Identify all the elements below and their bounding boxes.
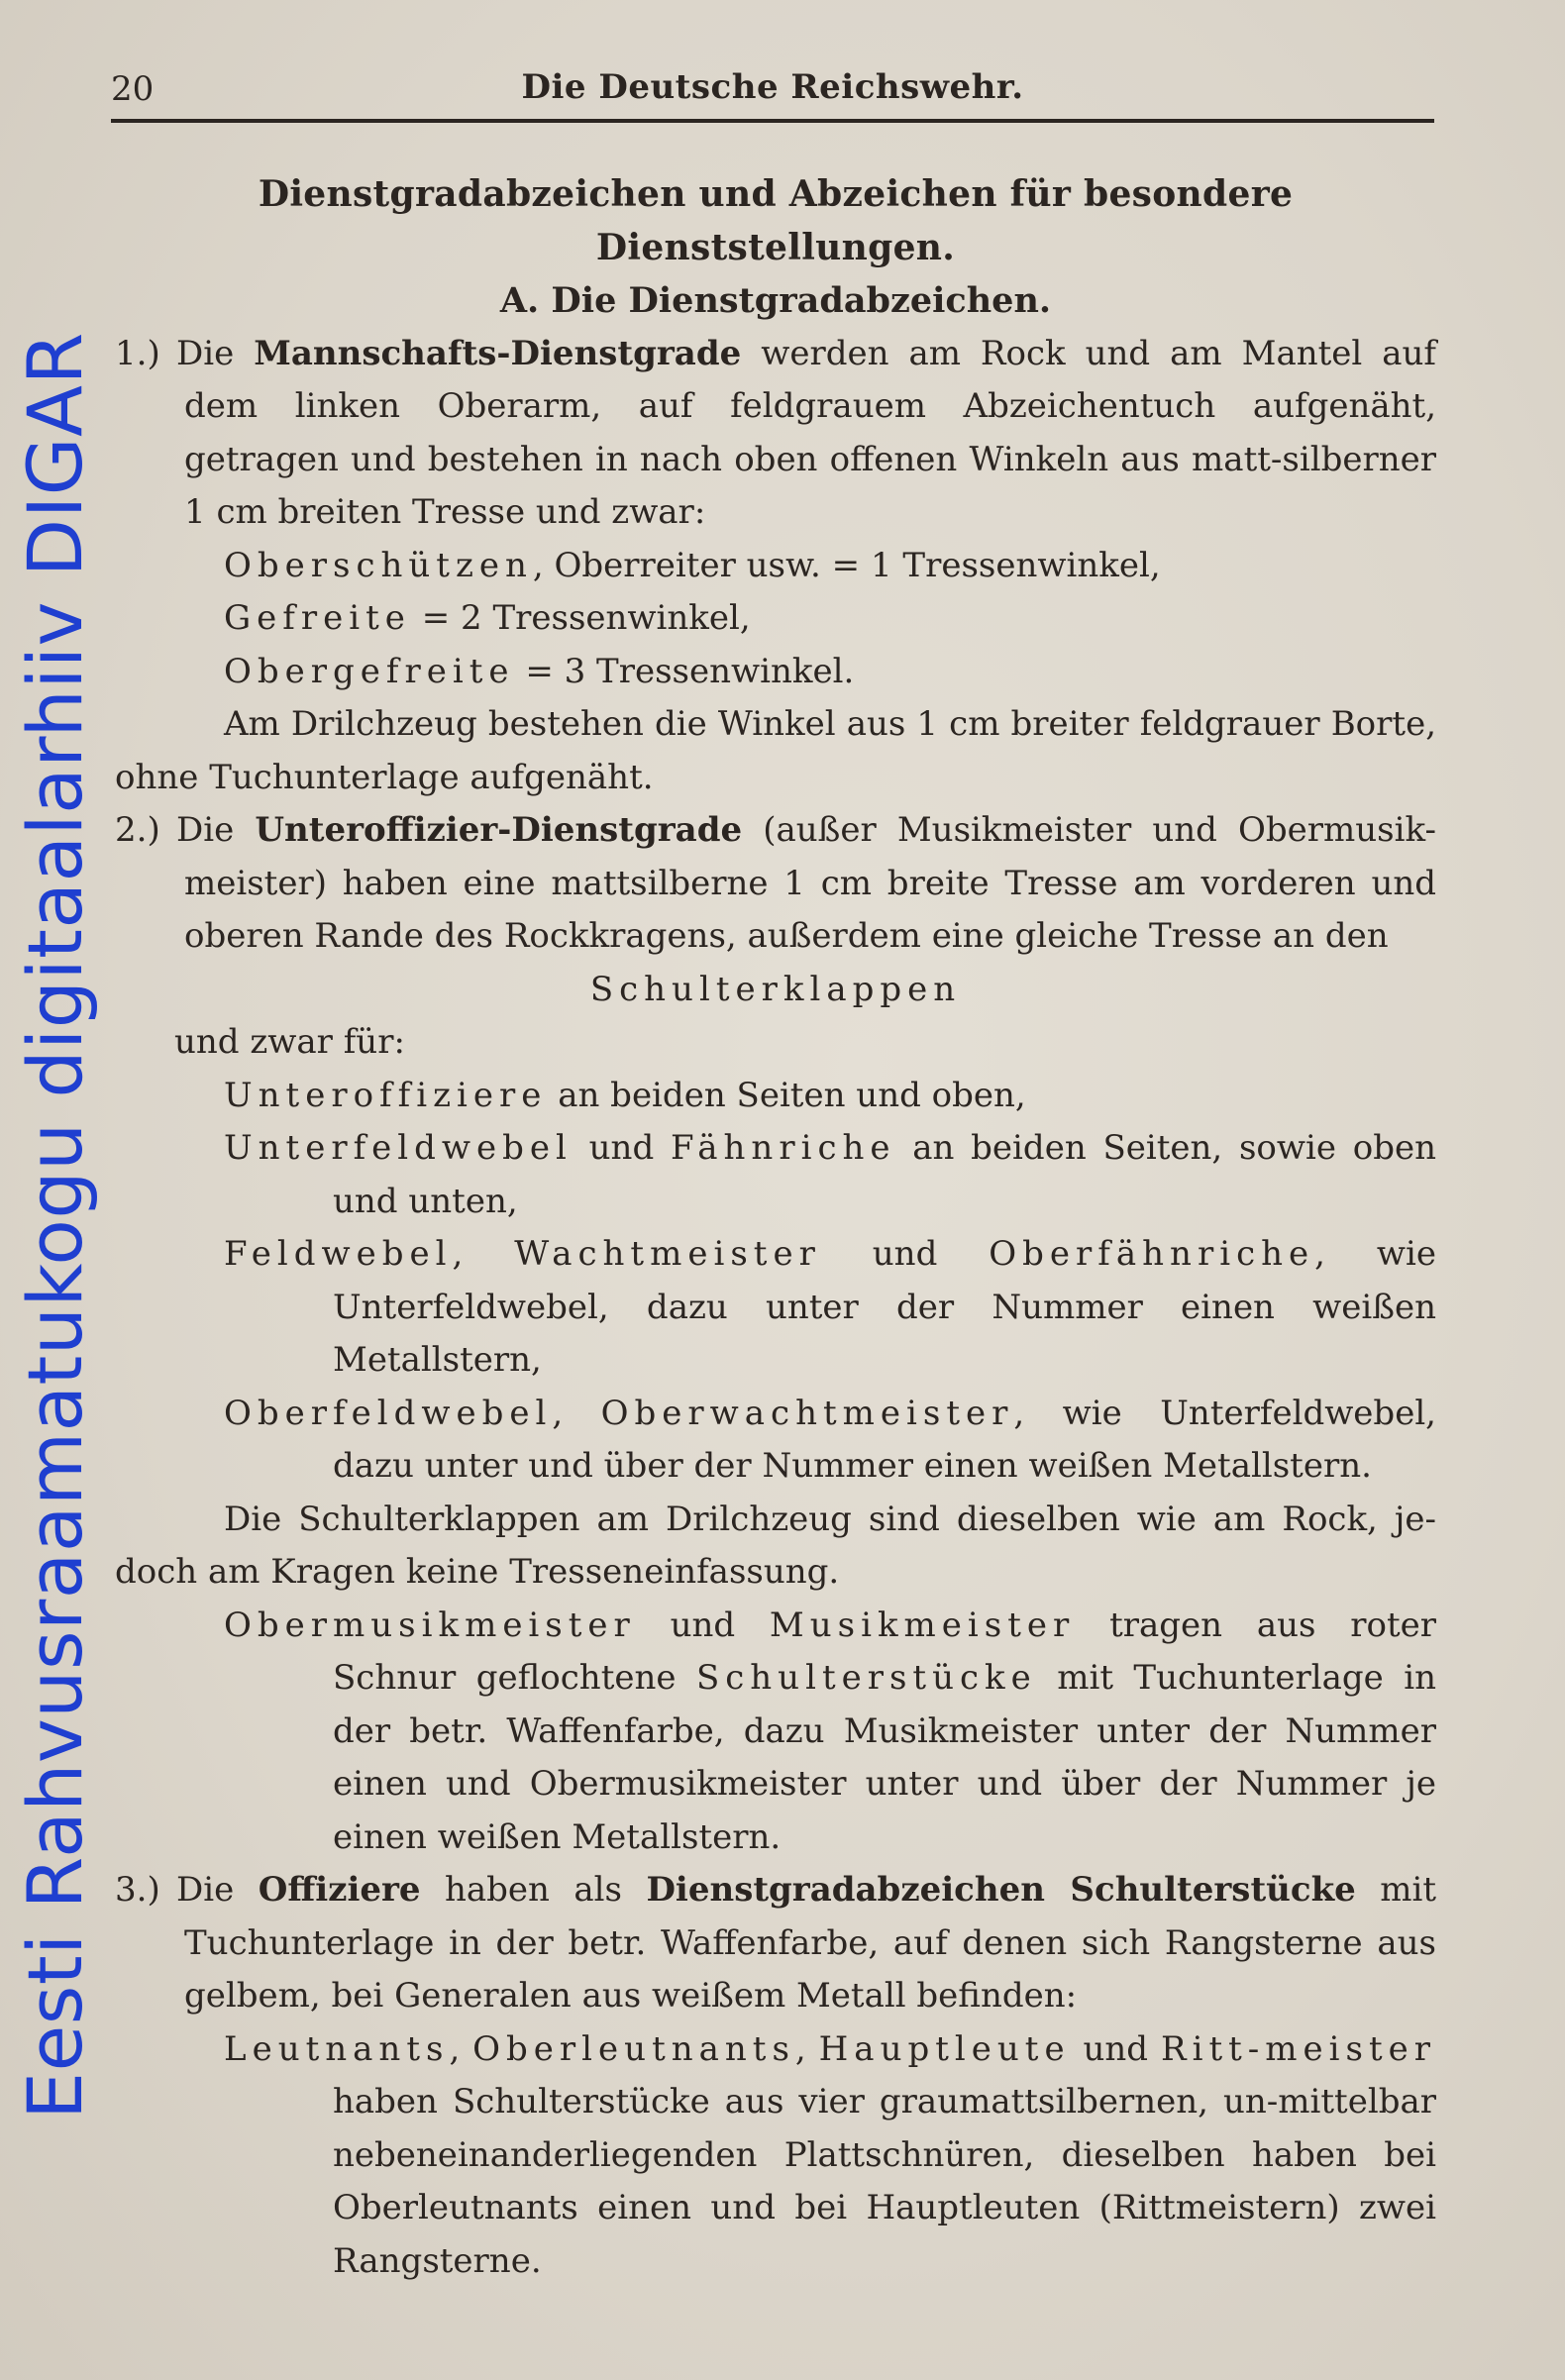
officer-connector-1: ,: [449, 2028, 473, 2069]
music-text-b: mit Tuchunterlage in der betr. Waffenfarbe, dazu Musikmeister unter der Nummer einen und Obermusikmeister unter und über der Nummer je einen weißen Metallstern.: [333, 1658, 1436, 1857]
watermark-text: Eesti Rahvusraamatukogu digitaalarhiiv DIGAR: [11, 332, 99, 2120]
rank-rest: , wie Unterfeldwebel, dazu unter der Nummer einen weißen Metallstern,: [333, 1234, 1436, 1380]
item-3-paragraph: [115, 1864, 1436, 2023]
item-1-number: 1.): [115, 333, 160, 373]
rank-connector: ,: [552, 1393, 601, 1433]
music-text-a: tragen aus roter Schnur geflochtene: [333, 1604, 1436, 1698]
rank-line: [115, 1122, 1436, 1228]
officer-rank-2: Oberleutnants: [472, 2028, 795, 2069]
rank-line: [115, 592, 1436, 646]
music-paragraph: [115, 1600, 1436, 1865]
item-3-text-b: haben als: [420, 1870, 647, 1910]
item-1-text-a: Die: [176, 333, 255, 373]
rank-connector: und: [572, 1128, 671, 1168]
music-name: Obermusikmeister: [224, 1604, 636, 1645]
header-rule: [111, 119, 1434, 123]
music-spaced-term: Schulterstücke: [695, 1658, 1037, 1698]
rank-line: [115, 646, 1436, 699]
item-2-paragraph: [115, 804, 1436, 964]
item-2-centered-term: Schulterklappen: [589, 969, 962, 1009]
item-2-text-b: (außer Musikmeister und Obermusik-meister) haben eine mattsilberne 1 cm breite Tresse am vorderen und oberen Rande des Rockkragens, außerdem eine gleiche Tresse an den: [184, 810, 1436, 956]
officer-rank-1: Leutnants: [224, 2028, 450, 2069]
rank-rest: = 3 Tressenwinkel.: [514, 651, 855, 691]
rank-name: Unterfeldwebel: [224, 1128, 573, 1168]
rank-rest: an beiden Seiten, sowie oben und unten,: [333, 1128, 1436, 1221]
item-1-drill-note: Am Drilchzeug bestehen die Winkel aus 1 cm breiter feldgrauer Borte, ohne Tuchunterlage aufgenäht.: [115, 704, 1436, 797]
rank-rest: = 2 Tressenwinkel,: [410, 598, 751, 638]
rank-name-2: Fähnriche: [670, 1128, 896, 1168]
rank-name: Oberschützen: [224, 545, 533, 585]
rank-line: [115, 1070, 1436, 1123]
rank-line: [115, 540, 1436, 593]
section-title: Dienstgradabzeichen und Abzeichen für besondere Dienststellungen.: [258, 173, 1294, 268]
page-header: [111, 65, 1434, 117]
rank-name: Obergefreite: [224, 651, 515, 691]
officer-ranks-paragraph: [115, 2023, 1436, 2289]
music-name-2: Musikmeister: [769, 1604, 1076, 1645]
rank-name: Unteroffiziere: [224, 1075, 548, 1115]
officer-rank-3: Hauptleute: [818, 2028, 1071, 2069]
item-2-drill-note: Die Schulterklappen am Drilchzeug sind dieselben wie am Rock, je-doch am Kragen keine Tresseneinfassung.: [115, 1499, 1436, 1592]
item-2-number: 2.): [115, 810, 160, 850]
rank-line: [115, 1228, 1436, 1388]
item-3-text-c: mit Tuchunterlage in der betr. Waffenfarbe, auf denen sich Rangsterne aus gelbem, bei Generalen aus weißem Metall befinden:: [184, 1870, 1436, 2016]
rank-name-3: Oberfähnriche: [989, 1234, 1315, 1274]
officer-rank-4: Ritt-meister: [1160, 2028, 1436, 2069]
officer-connector-2: ,: [794, 2028, 819, 2069]
item-3-bold-2: Dienstgradabzeichen Schulterstücke: [646, 1870, 1356, 1910]
item-3-bold: Offiziere: [258, 1870, 421, 1910]
rank-name: Feldwebel: [224, 1234, 453, 1274]
rank-connector-2: und: [820, 1234, 990, 1274]
rank-connector: ,: [452, 1234, 515, 1274]
rank-name-2: Oberwachtmeister: [600, 1393, 1014, 1433]
item-1-text-b: werden am Rock und am Mantel auf dem linken Oberarm, auf feldgrauem Abzeichentuch aufgenäht, getragen und bestehen in nach oben offenen Winkeln aus matt-silberner 1 cm breiten Tresse und zwar:: [184, 333, 1436, 532]
item-3-text-a: Die: [176, 1870, 259, 1910]
subsection-title: A. Die Dienstgradabzeichen.: [499, 280, 1052, 321]
running-head: Die Deutsche Reichswehr.: [521, 67, 1024, 107]
rank-rest: , Oberreiter usw. = 1 Tressenwinkel,: [532, 545, 1161, 585]
page-body: [115, 168, 1436, 2288]
item-3-number: 3.): [115, 1870, 160, 1910]
item-2-bold: Unteroffizier-Dienstgrade: [255, 810, 743, 850]
officer-connector-3: und: [1070, 2028, 1161, 2069]
item-1-bold: Mannschafts-Dienstgrade: [254, 333, 742, 373]
rank-rest: , wie Unterfeldwebel, dazu unter und über der Nummer einen weißen Metallstern.: [333, 1393, 1436, 1486]
rank-rest: an beiden Seiten und oben,: [547, 1075, 1026, 1115]
rank-name: Oberfeldwebel: [224, 1393, 553, 1433]
rank-line: [115, 1388, 1436, 1494]
music-connector: und: [635, 1604, 770, 1645]
item-2-text-a: Die: [176, 810, 256, 850]
officer-rest: haben Schulterstücke aus vier graumattsilbernen, un-mittelbar nebeneinanderliegenden Plattschnüren, dieselben haben bei Oberleutnants einen und bei Hauptleuten (Rittmeistern) zwei Rangsterne.: [333, 2082, 1436, 2281]
rank-name-2: Wachtmeister: [514, 1234, 821, 1274]
page-number: 20: [111, 69, 155, 109]
item-1-paragraph: [115, 328, 1436, 540]
archive-watermark: [11, 332, 99, 2120]
item-2-und-zwar: und zwar für:: [174, 1022, 405, 1062]
rank-name: Gefreite: [224, 598, 411, 638]
